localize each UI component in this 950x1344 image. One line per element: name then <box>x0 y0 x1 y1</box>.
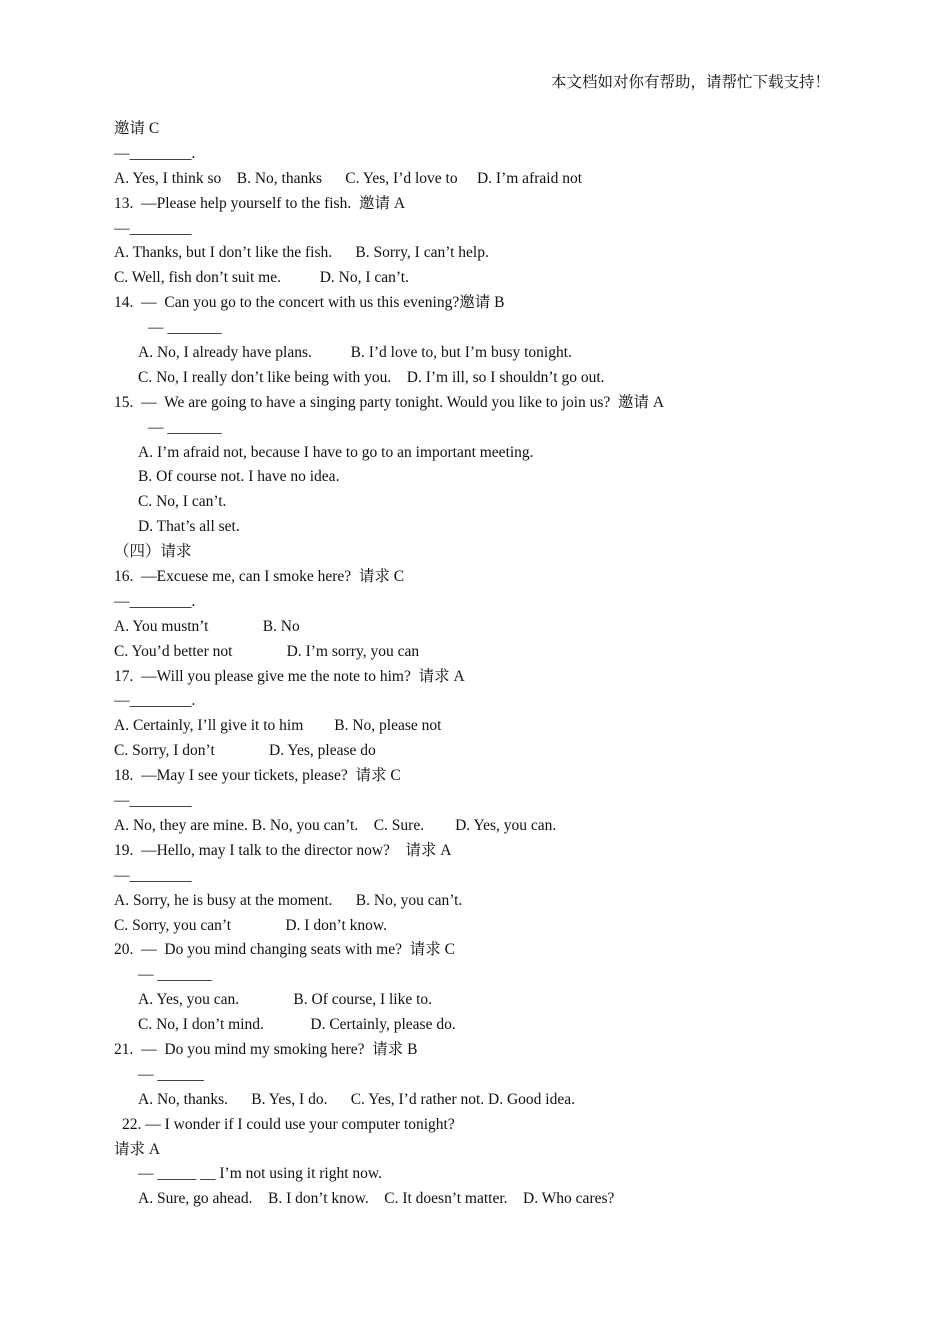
text-line: A. I’m afraid not, because I have to go to an important meeting. <box>138 443 534 461</box>
text-line: C. No, I can’t. <box>138 493 227 511</box>
text-line: A. No, thanks. B. Yes, I do. C. Yes, I’d rather not. D. Good idea. <box>138 1090 575 1108</box>
text-line: — _______ <box>148 319 222 337</box>
text-line: C. Sorry, you can’t D. I don’t know. <box>114 916 387 934</box>
text-line: A. Thanks, but I don’t like the fish. B. Sorry, I can’t help. <box>114 244 489 262</box>
text-line: —________. <box>114 144 196 162</box>
text-line: —________. <box>114 692 196 710</box>
text-line: 16. —Excuese me, can I smoke here? 请求 C <box>114 568 405 586</box>
text-line: 15. — We are going to have a singing party tonight. Would you like to join us? 邀请 A <box>114 393 665 411</box>
text-line: A. Yes, you can. B. Of course, I like to. <box>138 991 433 1009</box>
text-line: A. Yes, I think so B. No, thanks C. Yes, I’d love to D. I’m afraid not <box>114 169 583 187</box>
text-line: C. No, I really don’t like being with you. D. I’m ill, so I shouldn’t go out. <box>138 368 605 386</box>
page-header-note: 本文档如对你有帮助，请帮忙下载支持！ <box>550 74 830 91</box>
text-line: 18. —May I see your tickets, please? 请求 C <box>114 767 401 785</box>
text-line: —________ <box>114 792 192 810</box>
text-line: 请求 A <box>114 1140 161 1158</box>
text-line: — _______ <box>138 966 212 984</box>
text-line: — _______ <box>148 418 222 436</box>
text-line: —________. <box>114 592 196 610</box>
text-line: C. Sorry, I don’t D. Yes, please do <box>114 742 376 760</box>
document-body <box>114 117 874 1212</box>
text-line: — ______ <box>138 1065 204 1083</box>
text-line: A. No, they are mine. B. No, you can’t. C. Sure. D. Yes, you can. <box>114 816 557 834</box>
text-line: 22. — I wonder if I could use your computer tonight? <box>122 1115 455 1133</box>
text-line: A. No, I already have plans. B. I’d love to, but I’m busy tonight. <box>138 344 572 362</box>
text-line: 邀请 C <box>114 120 160 137</box>
text-line: 21. — Do you mind my smoking here? 请求 B <box>114 1040 418 1058</box>
text-line: 20. — Do you mind changing seats with me? 请求 C <box>114 941 455 959</box>
text-line: 19. —Hello, may I talk to the director now? 请求 A <box>114 841 452 859</box>
text-line: 13. —Please help yourself to the fish. 邀请 A <box>114 194 406 212</box>
text-line: C. Well, fish don’t suit me. D. No, I can’t. <box>114 269 409 287</box>
text-line: A. Sorry, he is busy at the moment. B. No, you can’t. <box>114 891 463 909</box>
text-line: —________ <box>114 219 192 237</box>
text-line: B. Of course not. I have no idea. <box>138 468 340 486</box>
text-line: — _____ __ I’m not using it right now. <box>138 1165 382 1183</box>
text-line: （四）请求 <box>114 543 192 561</box>
text-line: A. You mustn’t B. No <box>114 617 300 635</box>
text-line: —________ <box>114 866 192 884</box>
text-line: C. You’d better not D. I’m sorry, you can <box>114 642 420 660</box>
text-line: A. Certainly, I’ll give it to him B. No, please not <box>114 717 442 735</box>
text-line: D. That’s all set. <box>138 518 240 536</box>
text-line: 17. —Will you please give me the note to him? 请求 A <box>114 667 465 685</box>
text-line: 14. — Can you go to the concert with us this evening?邀请 B <box>114 294 505 312</box>
text-line: C. No, I don’t mind. D. Certainly, please do. <box>138 1016 456 1034</box>
text-line: A. Sure, go ahead. B. I don’t know. C. It doesn’t matter. D. Who cares? <box>138 1190 615 1208</box>
